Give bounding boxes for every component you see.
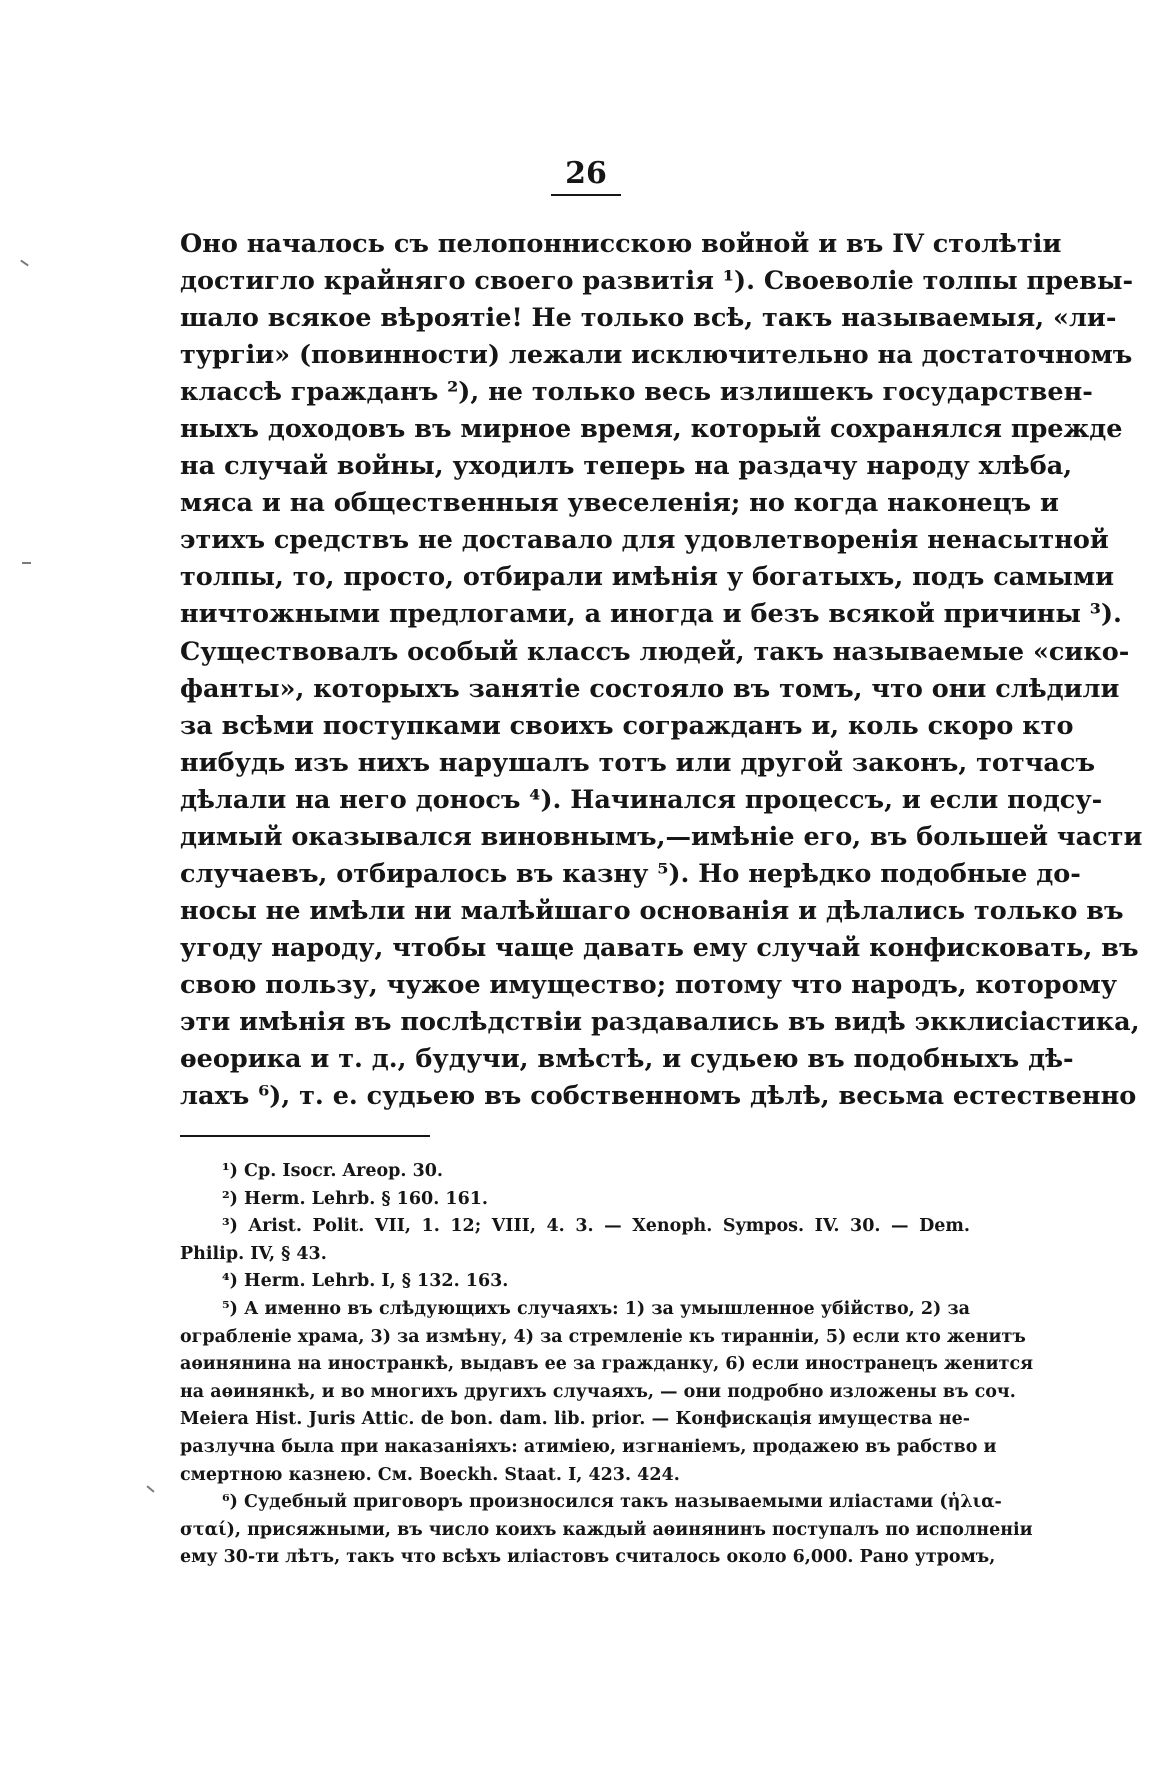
body-line: лахъ ⁶), т. е. судьею въ собственномъ дѣлѣ, весьма естественно xyxy=(180,1081,1137,1112)
body-line: мяса и на общественныя увеселенія; но когда наконецъ и xyxy=(180,488,1059,519)
footnote-line: Philip. IV, § 43. xyxy=(180,1243,327,1264)
footnotes xyxy=(180,1158,1034,1572)
page-number xyxy=(16,156,1156,196)
body-line: на случай войны, уходилъ теперь на раздачу народу хлѣба, xyxy=(180,451,1073,482)
body-line: носы не имѣли ни малѣйшаго основанія и дѣлались только въ xyxy=(180,895,1124,926)
body-line: тургіи» (повинности) лежали исключительно на достаточномъ xyxy=(180,340,1133,371)
body-line: ныхъ доходовъ въ мирное время, который сохранялся прежде xyxy=(180,414,1123,445)
page-number-text: 26 xyxy=(551,156,621,196)
body-line: толпы, то, просто, отбирали имѣнія у богатыхъ, подъ самыми xyxy=(180,562,1115,593)
body-line: фанты», которыхъ занятіе состояло въ томъ, что они слѣдили xyxy=(180,673,1120,704)
footnote-line: σταί), присяжными, въ число коихъ каждый аѳинянинъ поступалъ по исполненіи xyxy=(180,1519,1033,1540)
margin-tick-mark xyxy=(22,562,31,564)
footnote-line: ему 30-ти лѣтъ, такъ что всѣхъ иліастовъ считалось около 6,000. Рано утромъ, xyxy=(180,1547,996,1568)
body-line: шало всякое вѣроятіе! Не только всѣ, такъ называемыя, «ли- xyxy=(180,303,1117,334)
footnote-line: ⁵) А именно въ слѣдующихъ случаяхъ: 1) за умышленное убійство, 2) за xyxy=(222,1298,970,1319)
footnote-line: ¹) Cp. Isocr. Areop. 30. xyxy=(222,1161,444,1181)
body-line: Оно началось съ пелопоннисскою войной и въ IV столѣтіи xyxy=(180,229,1062,259)
body-line: за всѣми поступками своихъ согражданъ и, коль скоро кто xyxy=(180,710,1074,741)
footnote-line: ³) Arist. Polit. VII, 1. 12; VIII, 4. 3. — Xenoph. Sympos. IV. 30. — Dem. xyxy=(222,1216,970,1237)
footnote-line: ⁴) Herm. Lehrb. I, § 132. 163. xyxy=(222,1271,509,1292)
body-line: случаевъ, отбиралось въ казну ⁵). Но нерѣдко подобные до- xyxy=(180,858,1081,889)
body-line: ничтожными предлогами, а иногда и безъ всякой причины ³). xyxy=(180,599,1122,630)
body-line: Существовалъ особый классъ людей, такъ называемые «сико- xyxy=(180,636,1130,667)
body-line: достигло крайняго своего развитія ¹). Своеволіе толпы превы- xyxy=(180,266,1134,297)
body-line: этихъ средствъ не доставало для удовлетворенія ненасытной xyxy=(180,525,1109,556)
footnote-line: на аѳинянкѣ, и во многихъ другихъ случаяхъ, — они подробно изложены въ соч. xyxy=(180,1381,1016,1402)
body-line: эти имѣнія въ послѣдствіи раздавались въ видѣ экклисіастика, xyxy=(180,1006,1140,1037)
footnote-line: ²) Herm. Lehrb. § 160. 161. xyxy=(222,1188,489,1209)
body-line: нибудь изъ нихъ нарушалъ тотъ или другой законъ, тотчасъ xyxy=(180,747,1096,778)
body-line: классѣ гражданъ ²), не только весь излишекъ государствен- xyxy=(180,377,1093,408)
footnote-line: ограбленіе храма, 3) за измѣну, 4) за стремленіе къ тиранніи, 5) если кто женитъ xyxy=(180,1326,1026,1347)
main-text xyxy=(180,226,1143,1115)
footnote-line: смертною казнею. См. Boeckh. Staat. I, 423. 424. xyxy=(180,1464,680,1485)
body-line: дѣлали на него доносъ ⁴). Начинался процессъ, и если подсу- xyxy=(180,784,1103,815)
body-line: ѳеорика и т. д., будучи, вмѣстѣ, и судьею въ подобныхъ дѣ- xyxy=(180,1044,1074,1075)
body-line: свою пользу, чужое имущество; потому что народъ, которому xyxy=(180,969,1118,1000)
margin-tick-mark xyxy=(20,260,29,267)
footnote-line: ⁶) Судебный приговоръ произносился такъ называемыми иліастами (ἡλια- xyxy=(222,1492,1002,1513)
footnote-line: аѳинянина на иностранкѣ, выдавъ ее за гражданку, 6) если иностранецъ женится xyxy=(180,1354,1034,1375)
footnote-line: разлучна была при наказаніяхъ: атиміею, изгнаніемъ, продажею въ рабство и xyxy=(180,1436,997,1457)
margin-tick-mark xyxy=(146,1485,154,1492)
body-line: димый оказывался виновнымъ,—имѣніе его, въ большей части xyxy=(180,821,1143,852)
footnote-divider xyxy=(180,1135,430,1137)
body-line: угоду народу, чтобы чаще давать ему случай конфисковать, въ xyxy=(180,932,1139,963)
footnote-line: Meiera Hist. Juris Attic. de bon. dam. lib. prior. — Конфискація имущества не- xyxy=(180,1409,970,1430)
